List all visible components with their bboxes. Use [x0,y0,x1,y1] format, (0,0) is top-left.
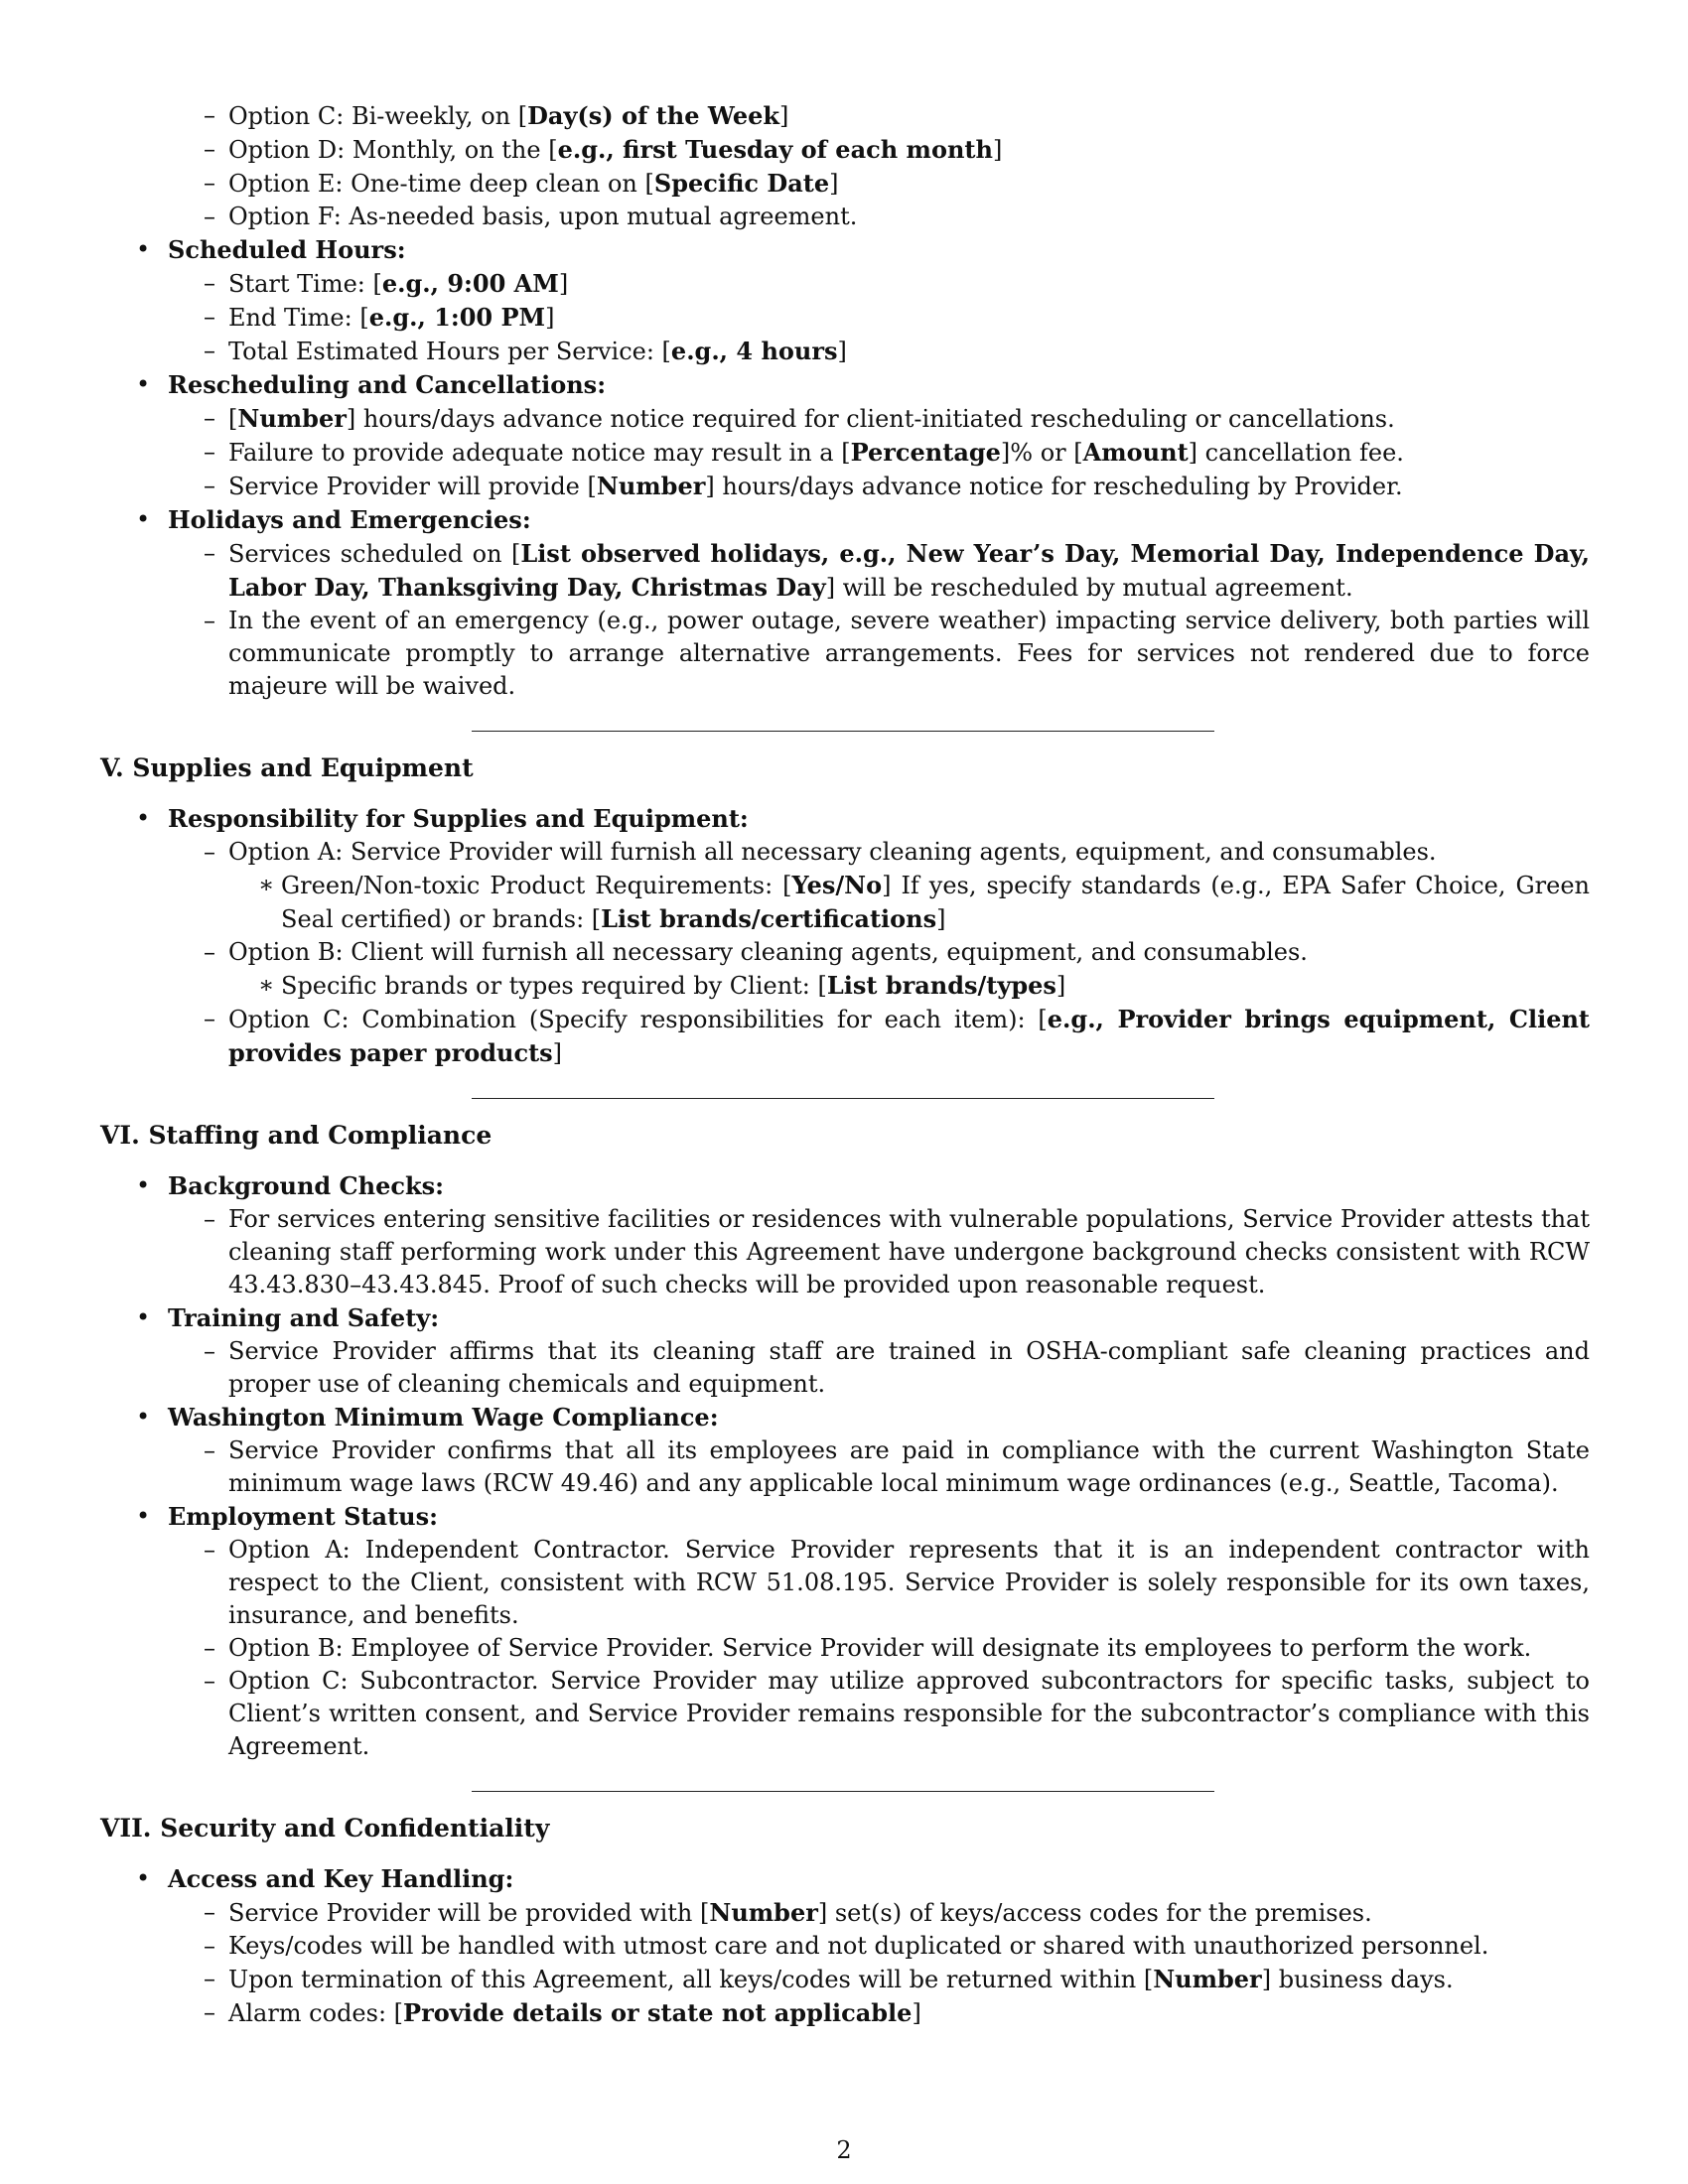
cancellation-fee: – Failure to provide adequate notice may result in a [Percentage]% or [Amount] cancellation fee. [168,436,1590,470]
divider [472,731,1214,732]
holidays-item [100,503,1590,703]
section-supplies [100,751,1590,1070]
frequency-option-f: – Option F: As-needed basis, upon mutual agreement. [168,201,1590,233]
section-security [100,1812,1590,2030]
holidays-title: Holidays and Emergencies: [168,505,531,534]
access-key-item [100,1862,1590,2030]
green-product-req: ∗ Green/Non-toxic Product Requirements: [Yes/No] If yes, specify standards (e.g., EPA Safer Choice, Green Seal certified) or brands: [List brands/certifications] [228,869,1590,936]
supplies-option-a: – Option A: Service Provider will furnish all necessary cleaning agents, equipment, and consumables. ∗ Green/Non-toxic Product Requirements: [Yes/No] If yes, specify standards (e.g., EPA Safer Choice, Green Seal certified) or brands: [List brands/certifications] [168,836,1590,936]
supplies-option-b: – Option B: Client will furnish all necessary cleaning agents, equipment, and consumables. ∗ Specific brands or types required by Client: [List brands/types] [168,936,1590,1003]
rescheduling-item [100,368,1590,503]
frequency-option-c: – Option C: Bi-weekly, on [Day(s) of the Week] [168,99,1590,133]
employment-item [100,1500,1590,1763]
background-checks-title: Background Checks: [168,1171,444,1200]
wage-item [100,1401,1590,1500]
background-checks-item [100,1169,1590,1301]
training-text: – Service Provider affirms that its cleaning staff are trained in OSHA-compliant safe cleaning practices and proper use of cleaning chemicals and equipment. [168,1335,1590,1401]
section-staffing [100,1119,1590,1763]
holidays-list: – Services scheduled on [List observed holidays, e.g., New Year’s Day, Memorial Day, Independence Day, Labor Day, Thanksgiving Day, Christmas Day] will be rescheduled by mutual agreement. [168,537,1590,605]
schedule-list [100,99,1590,703]
section-heading: V. Supplies and Equipment [100,753,474,782]
keys-return: – Upon termination of this Agreement, all keys/codes will be returned within [Number] business days. [168,1963,1590,1996]
employment-option-b: – Option B: Employee of Service Provider. Service Provider will designate its employees to perform the work. [168,1632,1590,1665]
client-brands: ∗ Specific brands or types required by Client: [List brands/types] [228,969,1590,1003]
scheduled-hours-item [100,233,1590,368]
supplies-option-c: – Option C: Combination (Specify responsibilities for each item): [e.g., Provider brings equipment, Client provides paper products] [168,1003,1590,1070]
employment-option-a: – Option A: Independent Contractor. Service Provider represents that it is an independent contractor with respect to the Client, consistent with RCW 51.08.195. Service Provider is solely responsible for its own taxes, insurance, and benefits. [168,1534,1590,1632]
access-key-title: Access and Key Handling: [168,1864,514,1893]
divider [472,1791,1214,1792]
frequency-option-d: – Option D: Monthly, on the [e.g., first Tuesday of each month] [168,133,1590,167]
total-hours: – Total Estimated Hours per Service: [e.g., 4 hours] [168,335,1590,368]
employment-option-c: – Option C: Subcontractor. Service Provider may utilize approved subcontractors for specific tasks, subject to Client’s written consent, and Service Provider remains responsible for the subcontractor’s compliance with this Agreement. [168,1665,1590,1763]
page-content [100,99,1590,2030]
training-item [100,1301,1590,1401]
scheduled-hours-title: Scheduled Hours: [168,235,406,264]
rescheduling-title: Rescheduling and Cancellations: [168,370,607,399]
page-number: 2 [836,2136,852,2164]
end-time: – End Time: [e.g., 1:00 PM] [168,301,1590,335]
alarm-codes: – Alarm codes: [Provide details or state not applicable] [168,1996,1590,2030]
divider [472,1098,1214,1099]
emergency-text: – In the event of an emergency (e.g., power outage, severe weather) impacting service delivery, both parties will communicate promptly to arrange alternative arrangements. Fees for services not rendered due to force majeure will be waived. [168,605,1590,703]
wage-title: Washington Minimum Wage Compliance: [168,1403,719,1432]
keys-provided: – Service Provider will be provided with [Number] set(s) of keys/access codes for the premises. [168,1896,1590,1930]
background-checks-text: – For services entering sensitive facilities or residences with vulnerable populations, Service Provider attests that cleaning staff performing work under this Agreement have undergone background checks consistent with RCW 43.43.830–43.43.845. Proof of such checks will be provided upon reasonable request. [168,1203,1590,1301]
training-title: Training and Safety: [168,1303,440,1332]
supplies-responsibility-item [100,802,1590,1070]
section-heading: VI. Staffing and Compliance [100,1121,492,1150]
supplies-title: Responsibility for Supplies and Equipment: [168,804,749,833]
frequency-continuation [100,99,1590,233]
resched-notice: – [Number] hours/days advance notice required for client-initiated rescheduling or cancellations. [168,402,1590,436]
employment-title: Employment Status: [168,1502,438,1531]
keys-handling: – Keys/codes will be handled with utmost care and not duplicated or shared with unauthorized personnel. [168,1930,1590,1963]
provider-notice: – Service Provider will provide [Number] hours/days advance notice for rescheduling by Provider. [168,470,1590,503]
frequency-option-e: – Option E: One-time deep clean on [Specific Date] [168,167,1590,201]
wage-text: – Service Provider confirms that all its employees are paid in compliance with the current Washington State minimum wage laws (RCW 49.46) and any applicable local minimum wage ordinances (e.g., Seattle, Tacoma). [168,1434,1590,1500]
section-heading: VII. Security and Confidentiality [100,1814,550,1843]
start-time: – Start Time: [e.g., 9:00 AM] [168,267,1590,301]
